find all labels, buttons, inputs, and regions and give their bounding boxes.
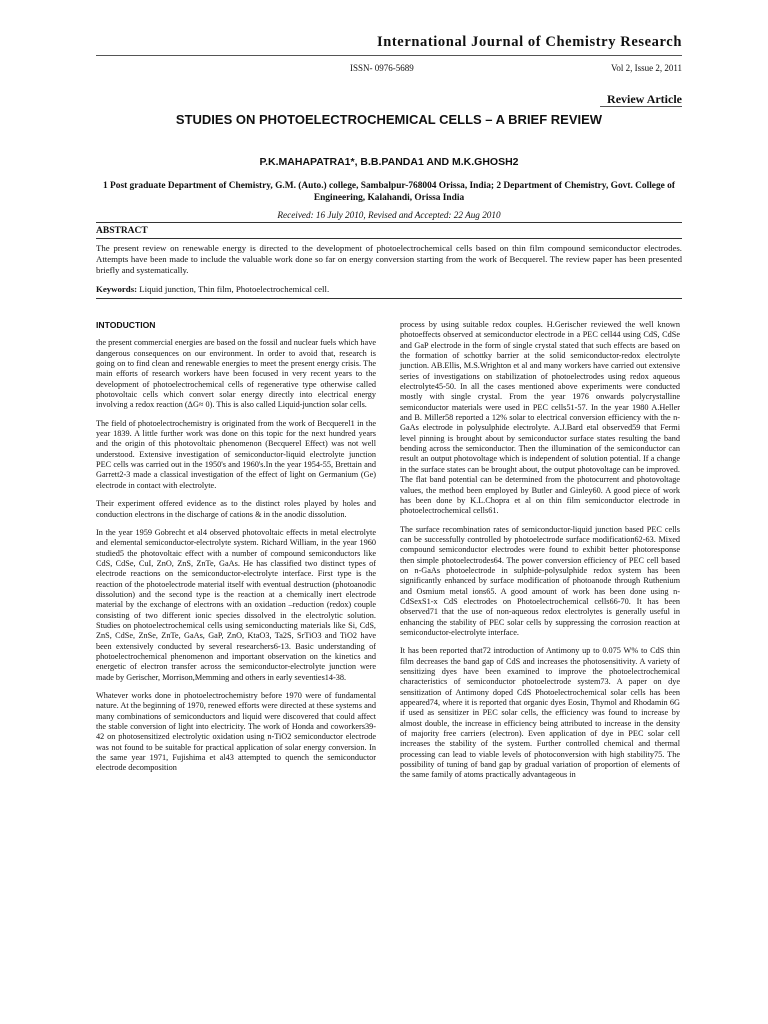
authors: P.K.MAHAPATRA1*, B.B.PANDA1 AND M.K.GHOSH2 [259, 156, 519, 168]
keywords-label: Keywords: [96, 284, 138, 294]
affiliations: 1 Post graduate Department of Chemistry, G.M. (Auto.) college, Sambalpur-768004 Orissa, India; 2 Department of Chemistry, Govt. College of Engineering, Kalahandi, Orissa India [103, 181, 675, 203]
abstract-heading: ABSTRACT [96, 226, 148, 236]
issn: ISSN- 0976-5689 [350, 63, 414, 73]
article-type: Review Article [607, 92, 682, 106]
body-column-left [96, 320, 376, 782]
abstract-rule-bottom [96, 298, 682, 299]
paragraph: It has been reported that72 introduction of Antimony up to 0.075 W% to CdS thin film decreases the band gap of CdS and increases the photosensitivity. A variety of sensitizing dyes have been examined to improve the photoelectrochemical characteristics of semiconductor photoelectrode system73. A paper on dye sensitization of Antimony doped CdS Photoelectrochemical solar cells has been appeared74, where it is reported that organic dyes Eosin, Thymol and Rhodamin 6G if used as sensitizer in PEC solar cells, the efficiency was found to increase by almost double, the increase in efficiency being attributed to increase in the density of majority free carriers (electron). Even application of dye in PEC solar cell increases the stability of the system. Further controlled chemical and thermal processing can lead to viable levels of photoconversion with high stability75. The possibility of tuning of band gap by gradual variation of proportion of elements of the same family of atoms practically advantageous in [400, 646, 680, 780]
body-column-right [400, 320, 680, 789]
paper-title: STUDIES ON PHOTOELECTROCHEMICAL CELLS – A BRIEF REVIEW [175, 112, 603, 127]
received-dates: Received: 16 July 2010, Revised and Accepted: 22 Aug 2010 [277, 210, 501, 220]
paragraph: The field of photoelectrochemistry is originated from the work of Becquerel1 in the year 1839. A little further work was done on this topic for the next hundred years and the origin of this photovoltaic phenomenon (Becquerel Effect) was not well understood. Extensive investigation of semiconductor-liquid electrolyte junction PEC cells was carried out in the 1950's and 1960's.In the year 1954-55, Brettain and Garrett2-3 made a classical investigation of the effect of light on Germanium (Ge) electrode in contact with electrolyte. [96, 418, 376, 490]
paragraph: process by using suitable redox couples. H.Gerischer reviewed the well known photoeffects observed at semiconductor electrode in a PEC cell44 using CdS, CdSe and GaP electrode in the form of single crystal stated that such effects are based on the formation of schottky barrier at the solid semiconductor-redox electrolyte junction. AB.Ellis, M.S.Wrighton et al and many workers have carried out extensive series of investigations on stabilization of photoelectrodes using redox aqueous electrolyte45-50. In all the cases mentioned above experiments were conducted mostly with single crystal. From the year 1976 onwards polycrystalline semiconductor materials were used in PEC cells51-57. In the year 1980 A.Heller and B. Miller58 reported a 12% solar to electrical conversion efficiency with the n-GaAs electrode in polysulphide electrolyte. A.J.Bard etal observed59 that Fermi level pinning is brought about by semiconductor surface states resulting the band bending across the semiconductor. Then the illumination of the semiconductor can result an output photovoltage which is independent of solution potential. If a change in the surface states can be brought about, the output photovoltage can be improved. The flat band potential can be determined from the photocurrent and photovoltage values, the method been employed by Butler and Ginley60. A good piece of work has been done by K.L.Chopra et al on thin film semiconductor electrode in photoelectrochemical cells61. [400, 320, 680, 516]
introduction-heading: INTODUCTION [96, 320, 156, 330]
paragraph: Whatever works done in photoelectrochemistry before 1970 were of fundamental nature. At the beginning of 1970, renewed efforts were directed at these systems and many combinations of semiconductors and liquid were discovered that could affect the stable conversion of light into electricity. The work of Honda and coworkers39-42 on photosensitized electrolytic oxidation using n-TiO2 semiconductor electrode was not found to be suitable for practical application of solar energy conversion. In the same year 1971, Fujishima et al43 attempted to quench the semiconductor electrode decomposition [96, 691, 376, 773]
paragraph: Their experiment offered evidence as to the distinct roles played by holes and conduction electrons in the discharge of cations & in the anodic dissolution. [96, 499, 376, 519]
paragraph: In the year 1959 Gobrecht et al4 observed photovoltaic effects in metal electrolyte and elemental semiconductor-electrolyte system. Richard William, in the year 1960 studied5 the photovoltaic effect with a number of compound semiconductors like CdS, CdSe, CuI, ZnO, ZnS, ZnTe, GaAs. He has classified two distinct types of electrode reactions on the semiconductor-electrolyte interface. First type is the reaction of the photoelectrode material itself with eventual destruction (photoanodic dissolution) and the second type is the reaction at a chemically inert electrode material by the exchange of electrons with an oxidation –reduction (redox) couple consisting of two different ionic species dissolved in the electrolytic solution. Studies on photoelectrochemical cells using semiconducting materials like Si, CdS, ZnS, CdSe, ZnSe, ZnTe, GaAs, GaP, ZnO, KtaO3, Ta2S, SrTiO3 and TiO2 have been extensively conducted by several researchers6-13. Basic understanding of photoelectrochemical phenomenon and important observation on the kinetics and energetic of electron transfer across the semiconductor-electrolyte junction were made by Gerischer, Morrison,Memming and others in early seventies14-38. [96, 527, 376, 682]
header-rule [96, 55, 682, 56]
volume-issue: Vol 2, Issue 2, 2011 [610, 63, 682, 73]
abstract-text: The present review on renewable energy is directed to the development of photoelectrochemical cells based on thin film compound semiconductor electrodes. Attempts have been made to include the valuable work done so far on energy conversion starting from the work of Becquerel. The review paper has been presented briefly and systematically. [96, 243, 682, 276]
keywords [96, 284, 682, 294]
paragraph: The surface recombination rates of semiconductor-liquid junction based PEC cells can be successfully controlled by photoelectrode surface modification62-63. Mixed compound semiconductor electrodes were found to exhibit better photoresponse then simple photoelectrodes64. The power conversion efficiency of PEC cell based on n-GaAs photoelectrode in sulphide-polysulphide redox system has been significantly enhanced by surface modification of photoanode through Ruthenium and Osmium metal ions65. A good amount of work has been done using n-CdSexS1-x CdS electrodes on Photoelectrochemical cells66-70. It has been observed71 that the use of non-aqueous redox electrolytes is generally useful in enhancing the stability of PEC solar cells by suppressing the corrosion reaction at semiconductor-electrolyte interface. [400, 524, 680, 637]
paragraph: the present commercial energies are based on the fossil and nuclear fuels which have dangerous consequences on our environment. In order to avoid that, research is going on to find clean and renewable energies to meet the present energy crisis. The main efforts of research workers have been focused in very recent years to the development of photoelectrochemical cells of regenerative type otherwise called photovoltaic cells which convert solar energy directly into electrical energy involving a redox reaction (ΔG≈ 0). This is also called Liquid-junction solar cells. [96, 338, 377, 410]
abstract-rule-top [96, 222, 682, 223]
journal-name: International Journal of Chemistry Research [376, 34, 682, 50]
abstract-rule-mid [96, 238, 682, 239]
keywords-text: Liquid junction, Thin film, Photoelectrochemical cell. [137, 284, 330, 294]
article-type-rule [600, 106, 682, 107]
